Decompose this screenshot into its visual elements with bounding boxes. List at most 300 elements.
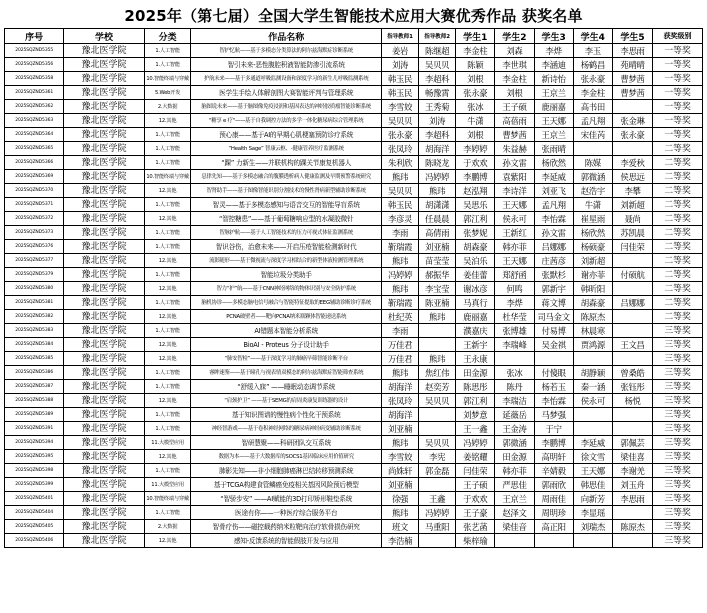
cell-advisor-1: 张永豪 [382, 128, 419, 142]
cell-category: 12.其他 [144, 450, 191, 464]
cell-category: 1.人工智能 [144, 366, 191, 380]
cell-category: 12.其他 [144, 352, 191, 366]
cell-school: 豫北医学院 [64, 506, 144, 520]
cell-award-level: 一等奖 [653, 58, 703, 72]
cell-student-3: 付傻眼 [534, 366, 573, 380]
cell-student-4: 胡静颖 [573, 366, 612, 380]
header-advisor-1: 指导教师1 [382, 29, 419, 44]
cell-category: 1.人工智能 [144, 240, 191, 254]
table-row [5, 450, 703, 464]
cell-index: 2025SQZND5405 [5, 520, 64, 534]
cell-student-2: 陈丹 [495, 380, 534, 394]
cell-school: 豫北医学院 [64, 436, 144, 450]
cell-work-name: 智引未来-恶性腹腔积液智能防渗引流系统 [191, 58, 382, 72]
cell-student-3: 李延威 [534, 170, 573, 184]
cell-student-3: 李烨 [534, 44, 573, 58]
cell-category: 12.其他 [144, 534, 191, 548]
cell-student-4: 刘瑞杰 [573, 520, 612, 534]
cell-advisor-2 [419, 324, 456, 338]
cell-work-name: “智骄步安” ——AI赋能的3D打印矫形鞋垫系统 [191, 492, 382, 506]
cell-index: 2025SQZND5377 [5, 254, 64, 268]
cell-student-5: 刘新超 [612, 198, 652, 212]
cell-advisor-2: 吴贝贝 [419, 394, 456, 408]
cell-student-5: 张永豪 [612, 128, 652, 142]
cell-advisor-2: 陈晓龙 [419, 156, 456, 170]
table-row [5, 408, 703, 422]
cell-school: 豫北医学院 [64, 156, 144, 170]
table-row [5, 324, 703, 338]
cell-student-3: 王京兰 [534, 128, 573, 142]
cell-category: 1.人工智能 [144, 226, 191, 240]
cell-student-4: 李显瑶 [573, 506, 612, 520]
cell-work-name: 医途有你——一种医疗综合服务平台 [191, 506, 382, 520]
cell-index: 2025SQZND5358 [5, 72, 64, 86]
table-header-row [5, 29, 703, 44]
cell-award-level: 一等奖 [653, 114, 703, 128]
cell-work-name: 智护忆航——基于多模态分类算法的阿尔兹海默症诊断系统 [191, 44, 382, 58]
cell-work-name: 流影随形——基于微视流与深度学习相结合的新型体液检测管理系统 [191, 254, 382, 268]
cell-student-4: 孟凡翔 [573, 114, 612, 128]
cell-student-5 [612, 408, 652, 422]
cell-student-4: 贾鸿源 [573, 338, 612, 352]
cell-student-3: 郭新宇 [534, 282, 573, 296]
cell-work-name: 智能垃圾分类助手 [191, 268, 382, 282]
cell-school: 豫北医学院 [64, 44, 144, 58]
table-row [5, 422, 703, 436]
cell-advisor-2: 熊玮 [419, 184, 456, 198]
cell-work-name: 脑图说未来——基于脑图像免疫浸润和基因表达的神经胶质瘤智能诊断系统 [191, 100, 382, 114]
cell-student-4: 崔星雨 [573, 212, 612, 226]
cell-school: 豫北医学院 [64, 450, 144, 464]
cell-work-name: 脑机协诊——多模态脑电信号融合与智能特征提取的EEG辅助诊断诊疗系统 [191, 296, 382, 310]
cell-student-1: 赵泓翔 [456, 184, 495, 198]
table-row [5, 212, 703, 226]
cell-student-5 [612, 324, 652, 338]
cell-student-4: 张永豪 [573, 72, 612, 86]
cell-index: 2025SQZND5389 [5, 408, 64, 422]
cell-category: 1.人工智能 [144, 464, 191, 478]
cell-school: 豫北医学院 [64, 198, 144, 212]
cell-student-4: 杨鹤昌 [573, 58, 612, 72]
cell-school: 豫北医学院 [64, 380, 144, 394]
cell-student-5: 李谢羌 [612, 464, 652, 478]
cell-award-level: 二等奖 [653, 240, 703, 254]
cell-student-3: 高正阳 [534, 520, 573, 534]
cell-index: 2025SQZND5379 [5, 268, 64, 282]
cell-student-3: 杨欣然 [534, 156, 573, 170]
cell-index: 2025SQZND5386 [5, 366, 64, 380]
cell-school: 豫北医学院 [64, 114, 144, 128]
cell-advisor-1: 刘涛 [382, 58, 419, 72]
header-student-2: 学生2 [495, 29, 534, 44]
cell-advisor-2: 马重阳 [419, 520, 456, 534]
cell-advisor-2: 李超科 [419, 72, 456, 86]
cell-student-4: 胡森豪 [573, 296, 612, 310]
cell-student-2: 王金涛 [495, 422, 534, 436]
table-row [5, 506, 703, 520]
cell-category: 12.其他 [144, 212, 191, 226]
table-row [5, 142, 703, 156]
cell-category: 12.其他 [144, 254, 191, 268]
cell-student-1: 郭江利 [456, 212, 495, 226]
cell-student-4 [573, 534, 612, 548]
cell-student-4: 刘新超 [573, 254, 612, 268]
cell-school: 豫北医学院 [64, 86, 144, 100]
cell-category: 12.其他 [144, 394, 191, 408]
cell-category: 10.智能终端与穿戴 [144, 492, 191, 506]
cell-advisor-1: 班文 [382, 520, 419, 534]
cell-advisor-2: 冯婷婷 [419, 170, 456, 184]
cell-award-level: 二等奖 [653, 296, 703, 310]
cell-category: 1.人工智能 [144, 506, 191, 520]
cell-student-5 [612, 506, 652, 520]
cell-student-2: 李瑞洁 [495, 394, 534, 408]
cell-student-3: 辛婧毅 [534, 464, 573, 478]
cell-student-1: 姜铭耀 [456, 450, 495, 464]
cell-student-3: 李怡霖 [534, 212, 573, 226]
cell-advisor-2: 陈亚楠 [419, 296, 456, 310]
cell-student-1: 王永康 [456, 352, 495, 366]
cell-student-3: 周雨佳 [534, 492, 573, 506]
cell-student-2: 刘根 [495, 86, 534, 100]
table-row [5, 352, 703, 366]
cell-index: 2025SQZND5383 [5, 324, 64, 338]
cell-student-2: 郑舒函 [495, 268, 534, 282]
cell-student-1: 刘梦意 [456, 408, 495, 422]
cell-student-3: 李怡霖 [534, 394, 573, 408]
cell-award-level: 三等奖 [653, 436, 703, 450]
cell-student-1: 李鹏博 [456, 170, 495, 184]
cell-student-5: 陈原杰 [612, 520, 652, 534]
table-row [5, 296, 703, 310]
cell-student-2: 何鸣 [495, 282, 534, 296]
cell-advisor-2: 王鑫 [419, 492, 456, 506]
cell-index: 2025SQZND5371 [5, 198, 64, 212]
cell-school: 豫北医学院 [64, 534, 144, 548]
cell-category: 1.人工智能 [144, 58, 191, 72]
cell-work-name: “Health Sage” 智康云枢、-健康管养医疗监测系统 [191, 142, 382, 156]
cell-student-1: 吴思乐 [456, 198, 495, 212]
cell-advisor-1: 张凤玲 [382, 394, 419, 408]
cell-student-1: 王一鑫 [456, 422, 495, 436]
cell-work-name: “肩颈护卫” ——基于SEMG的肩周炎康复训练器的设计 [191, 394, 382, 408]
cell-award-level: 二等奖 [653, 156, 703, 170]
cell-award-level: 三等奖 [653, 338, 703, 352]
cell-student-1: 冯婷婷 [456, 436, 495, 450]
cell-advisor-1: 万佳君 [382, 352, 419, 366]
cell-index: 2025SQZND5361 [5, 86, 64, 100]
cell-index: 2025SQZND5406 [5, 534, 64, 548]
cell-category: 1.人工智能 [144, 422, 191, 436]
cell-school: 豫北医学院 [64, 324, 144, 338]
cell-advisor-1: 胡海洋 [382, 380, 419, 394]
cell-index: 2025SQZND5385 [5, 352, 64, 366]
cell-advisor-1: 胡海洋 [382, 408, 419, 422]
cell-award-level: 三等奖 [653, 352, 703, 366]
cell-advisor-1: 熊玮 [382, 282, 419, 296]
cell-student-1: 张永豪 [456, 86, 495, 100]
cell-index: 2025SQZND5366 [5, 156, 64, 170]
table-row [5, 72, 703, 86]
cell-student-2: 李烨 [495, 296, 534, 310]
cell-student-2: 杜华莹 [495, 310, 534, 324]
cell-student-2: 高蓓雨 [495, 114, 534, 128]
cell-student-5: 李爱秋 [612, 156, 652, 170]
cell-advisor-1: 姜岩 [382, 44, 419, 58]
cell-category: 10.智能终端与穿戴 [144, 72, 191, 86]
cell-student-1: 张艺菡 [456, 520, 495, 534]
cell-advisor-1: 李雪姣 [382, 100, 419, 114]
cell-work-name: 肺影先知——非小细胞肺癌淋巴结转移预测系统 [191, 464, 382, 478]
cell-award-level: 二等奖 [653, 198, 703, 212]
cell-student-5: 王文昌 [612, 338, 652, 352]
cell-index: 2025SQZND5364 [5, 128, 64, 142]
cell-advisor-1: 张凤玲 [382, 142, 419, 156]
cell-school: 豫北医学院 [64, 492, 144, 506]
cell-student-1: 王子硕 [456, 478, 495, 492]
cell-index: 2025SQZND5365 [5, 142, 64, 156]
cell-advisor-2: 刘亚楠 [419, 240, 456, 254]
cell-advisor-2: 王秀菊 [419, 100, 456, 114]
cell-advisor-2: 焦红伟 [419, 366, 456, 380]
cell-student-5 [612, 100, 652, 114]
cell-work-name: “舒缓入寐” ——睡眠动态调节系统 [191, 380, 382, 394]
cell-student-4: 赵浩宇 [573, 184, 612, 198]
cell-index: 2025SQZND5355 [5, 44, 64, 58]
header-index: 序号 [5, 29, 64, 44]
cell-student-5: 曹梦茜 [612, 86, 652, 100]
table-row [5, 184, 703, 198]
cell-student-1: 李婷婷 [456, 142, 495, 156]
cell-award-level: 三等奖 [653, 478, 703, 492]
table-row [5, 156, 703, 170]
cell-advisor-1: 韩玉民 [382, 72, 419, 86]
cell-advisor-2: 畅豫霄 [419, 86, 456, 100]
cell-student-1: 于欢欢 [456, 492, 495, 506]
cell-student-3: 吕娜娜 [534, 240, 573, 254]
cell-category: 1.人工智能 [144, 44, 191, 58]
cell-advisor-2: 苗莹莹 [419, 254, 456, 268]
cell-category: 2.大数据 [144, 100, 191, 114]
table-row [5, 310, 703, 324]
cell-student-4: 王天娜 [573, 464, 612, 478]
cell-advisor-2: 胡海洋 [419, 142, 456, 156]
cell-student-3: 孙文雷 [534, 226, 573, 240]
cell-category: 11.大模型应用 [144, 478, 191, 492]
cell-award-level: 二等奖 [653, 212, 703, 226]
cell-category: 11.大模型应用 [144, 436, 191, 450]
cell-category: 1.人工智能 [144, 324, 191, 338]
cell-student-4: 郭微涵 [573, 170, 612, 184]
header-student-1: 学生1 [456, 29, 495, 44]
cell-student-4: 秦一涵 [573, 380, 612, 394]
cell-student-2: 赵泽文 [495, 506, 534, 520]
cell-school: 豫北医学院 [64, 254, 144, 268]
cell-student-4: 侯永可 [573, 394, 612, 408]
cell-advisor-1: 靳瑞霞 [382, 296, 419, 310]
table-row [5, 128, 703, 142]
table-row [5, 380, 703, 394]
cell-advisor-1: 李浩楠 [382, 534, 419, 548]
cell-advisor-1: 李雪姣 [382, 450, 419, 464]
cell-student-4: 李金柱 [573, 86, 612, 100]
cell-advisor-1: 熊玮 [382, 170, 419, 184]
cell-student-3: 新诗怡 [534, 72, 573, 86]
cell-work-name: 睿眸速鉴——基于瞳孔与视表情双模态的阿尔兹海默症智能筛查系统 [191, 366, 382, 380]
cell-student-1: 胡森豪 [456, 240, 495, 254]
cell-work-name: 医学生手绘人体解剖图大赛智能评判与管理系统 [191, 86, 382, 100]
cell-advisor-2: 李宪 [419, 450, 456, 464]
header-work-name: 作品名称 [191, 29, 382, 44]
cell-index: 2025SQZND5362 [5, 100, 64, 114]
cell-student-2: 梁佳音 [495, 520, 534, 534]
cell-advisor-2 [419, 408, 456, 422]
cell-award-level: 三等奖 [653, 506, 703, 520]
cell-work-name: 预心康——基于AI的早期心肌梗塞预防诊疗系统 [191, 128, 382, 142]
cell-student-1: 郭江利 [456, 394, 495, 408]
cell-advisor-1: 刘亚楠 [382, 422, 419, 436]
cell-student-2: 刘森 [495, 44, 534, 58]
cell-award-level: 三等奖 [653, 394, 703, 408]
cell-category: 12.其他 [144, 282, 191, 296]
cell-student-4: 牛潇 [573, 198, 612, 212]
cell-student-5: 郭佩芸 [612, 436, 652, 450]
cell-student-4: 林晨寒 [573, 324, 612, 338]
table-row [5, 226, 703, 240]
cell-student-3: 刘亚飞 [534, 184, 573, 198]
cell-award-level: 三等奖 [653, 464, 703, 478]
table-row [5, 198, 703, 212]
cell-school: 豫北医学院 [64, 268, 144, 282]
cell-advisor-2: 熊玮 [419, 352, 456, 366]
header-category: 分类 [144, 29, 191, 44]
cell-student-5 [612, 142, 652, 156]
cell-work-name: 智脉护航——基于人工智能技术的压力可视式体征监测系统 [191, 226, 382, 240]
cell-student-1: 张冰 [456, 100, 495, 114]
cell-school: 豫北医学院 [64, 72, 144, 86]
cell-advisor-2: 赵奕芳 [419, 380, 456, 394]
page-title: 2025年（第七届）全国大学生智能技术应用大赛优秀作品 获奖名单 [124, 7, 583, 25]
cell-award-level: 二等奖 [653, 170, 703, 184]
cell-index: 2025SQZND5391 [5, 422, 64, 436]
cell-student-2: 田金源 [495, 450, 534, 464]
cell-advisor-2: 胡潇潇 [419, 198, 456, 212]
cell-student-5 [612, 534, 652, 548]
cell-student-3: 张默杉 [534, 268, 573, 282]
cell-index: 2025SQZND5399 [5, 478, 64, 492]
cell-student-1: 姜佳蕾 [456, 268, 495, 282]
cell-category: 1.人工智能 [144, 156, 191, 170]
cell-school: 豫北医学院 [64, 310, 144, 324]
table-row [5, 394, 703, 408]
cell-advisor-1: 尚姝轩 [382, 464, 419, 478]
cell-student-5: 梁佳喜 [612, 450, 652, 464]
cell-advisor-2 [419, 534, 456, 548]
cell-student-4: 李玉 [573, 44, 612, 58]
cell-student-1: 牛潇 [456, 114, 495, 128]
cell-work-name: “肺安智检”——基于深度学习的肺癌早筛智能诊断平台 [191, 352, 382, 366]
cell-student-3 [534, 352, 573, 366]
cell-student-4: 杨欣然 [573, 226, 612, 240]
cell-category: 1.人工智能 [144, 128, 191, 142]
cell-student-4 [573, 408, 612, 422]
cell-student-1: 李金柱 [456, 44, 495, 58]
cell-work-name: 神经智游戏——基于卷积神经网络的糖尿病神经病变辅助诊断系统 [191, 422, 382, 436]
cell-student-1: 陈颖 [456, 58, 495, 72]
cell-student-3: 郭雨欣 [534, 478, 573, 492]
cell-student-3: 吴金祺 [534, 338, 573, 352]
cell-advisor-1: 韩玉民 [382, 198, 419, 212]
cell-student-4: 陈媒 [573, 156, 612, 170]
cell-student-2: 王子硕 [495, 100, 534, 114]
cell-student-2: 王京兰 [495, 492, 534, 506]
cell-school: 豫北医学院 [64, 170, 144, 184]
cell-student-1: 马真行 [456, 296, 495, 310]
cell-student-2: 韩亦菲 [495, 464, 534, 478]
cell-student-4: 韩昕阳 [573, 282, 612, 296]
cell-category: 2.大数据 [144, 520, 191, 534]
cell-advisor-1: 李彦灵 [382, 212, 419, 226]
cell-category: 1.人工智能 [144, 380, 191, 394]
cell-award-level: 三等奖 [653, 408, 703, 422]
cell-work-name: 智肾助手——基于图像智能识别分割技术的慢性肾病新型辅助诊断系统 [191, 184, 382, 198]
table-row [5, 282, 703, 296]
cell-student-5 [612, 310, 652, 324]
table-row [5, 492, 703, 506]
cell-student-4: 向新芳 [573, 492, 612, 506]
cell-student-1: 刘根 [456, 72, 495, 86]
cell-work-name: 智研慧聚——科研团队交互系统 [191, 436, 382, 450]
cell-index: 2025SQZND5398 [5, 464, 64, 478]
cell-advisor-1: 万佳君 [382, 338, 419, 352]
cell-category: 12.其他 [144, 310, 191, 324]
cell-student-1: 田金源 [456, 366, 495, 380]
cell-student-3: 王天娜 [534, 114, 573, 128]
cell-school: 豫北医学院 [64, 128, 144, 142]
cell-student-1: 吴泊乐 [456, 254, 495, 268]
cell-student-3: 周明珍 [534, 506, 573, 520]
cell-student-4: 宋佳芮 [573, 128, 612, 142]
cell-student-5: 苑晴晴 [612, 58, 652, 72]
cell-index: 2025SQZND5372 [5, 212, 64, 226]
cell-category: 1.人工智能 [144, 142, 191, 156]
cell-category: 5.Web开发 [144, 86, 191, 100]
cell-student-2: 郭微涵 [495, 436, 534, 450]
cell-award-level: 一等奖 [653, 72, 703, 86]
cell-student-4: 谢亦菲 [573, 268, 612, 282]
cell-student-2: 韩亦菲 [495, 240, 534, 254]
cell-student-5: 张钰彤 [612, 380, 652, 394]
table-row [5, 436, 703, 450]
cell-advisor-2: 吴贝贝 [419, 58, 456, 72]
cell-school: 豫北医学院 [64, 478, 144, 492]
cell-advisor-1: 朱利欣 [382, 156, 419, 170]
cell-student-4 [573, 422, 612, 436]
cell-student-2: 延薇岳 [495, 408, 534, 422]
cell-award-level: 二等奖 [653, 184, 703, 198]
cell-student-3: 王京兰 [534, 86, 573, 100]
cell-award-level: 三等奖 [653, 324, 703, 338]
cell-advisor-2: 李超科 [419, 128, 456, 142]
cell-student-2: 袁紫阳 [495, 170, 534, 184]
cell-student-4 [573, 142, 612, 156]
cell-index: 2025SQZND5401 [5, 492, 64, 506]
table-row [5, 464, 703, 478]
cell-index: 2025SQZND5388 [5, 394, 64, 408]
cell-student-2: 李诗洋 [495, 184, 534, 198]
cell-student-5: 曹梦茜 [612, 72, 652, 86]
cell-work-name: “踝” 力新生——并联机构的踝关节康复机器人 [191, 156, 382, 170]
